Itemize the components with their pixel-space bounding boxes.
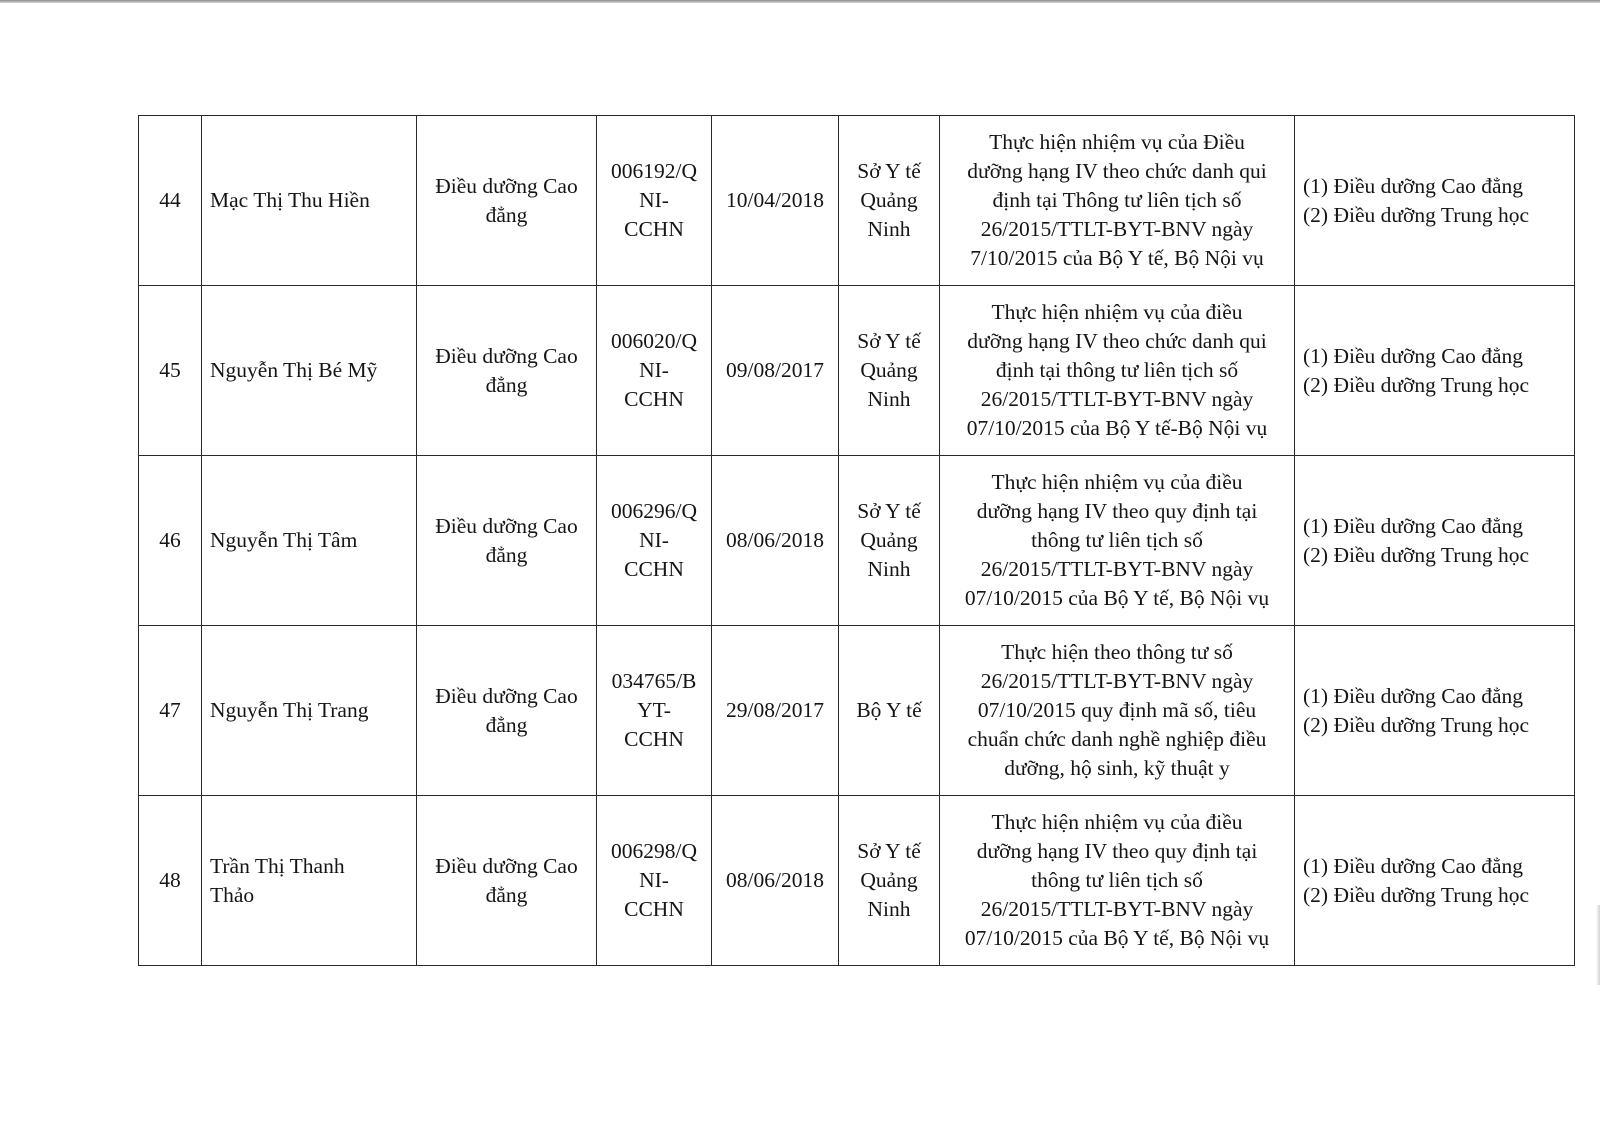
practitioner-name: Trần Thị Thanh Thảo [210, 853, 345, 907]
table-row [139, 456, 1575, 626]
certificate-number: 034765/B YT- CCHN [611, 669, 697, 751]
table-row [139, 796, 1575, 966]
row-number: 48 [139, 796, 202, 966]
table-row [139, 286, 1575, 456]
issue-date: 08/06/2018 [712, 796, 839, 966]
issuing-authority: Sở Y tế Quảng Ninh [857, 159, 921, 241]
scope-of-practice: Thực hiện nhiệm vụ của điều dưỡng hạng IV theo quy định tại thông tư liên tịch số 26/2015/TTLT-BYT-BNV ngày 07/10/2015 của Bộ Y tế, Bộ Nội vụ [964, 810, 1270, 950]
qualification: Điều dưỡng Cao đẳng [435, 343, 578, 397]
issue-date: 29/08/2017 [712, 626, 839, 796]
certificate-number: 006296/Q NI- CCHN [611, 499, 697, 581]
scan-edge-mark [1596, 905, 1600, 985]
row-number: 44 [139, 116, 202, 286]
issue-date: 08/06/2018 [712, 456, 839, 626]
qualification: Điều dưỡng Cao đẳng [435, 513, 578, 567]
notes: (1) Điều dưỡng Cao đẳng (2) Điều dưỡng Trung học [1303, 173, 1530, 227]
notes: (1) Điều dưỡng Cao đẳng (2) Điều dưỡng Trung học [1303, 853, 1530, 907]
scope-of-practice: Thực hiện theo thông tư số 26/2015/TTLT-BYT-BNV ngày 07/10/2015 quy định mã số, tiêu chuẩn chức danh nghề nghiệp điều dưỡng, hộ sinh, kỹ thuật y [967, 640, 1267, 780]
notes: (1) Điều dưỡng Cao đẳng (2) Điều dưỡng Trung học [1303, 343, 1530, 397]
issue-date: 09/08/2017 [712, 286, 839, 456]
practitioner-name: Nguyễn Thị Bé Mỹ [210, 358, 378, 382]
issuing-authority: Sở Y tế Quảng Ninh [857, 839, 921, 921]
scope-of-practice: Thực hiện nhiệm vụ của điều dưỡng hạng IV theo chức danh qui định tại thông tư liên tịch số 26/2015/TTLT-BYT-BNV ngày 07/10/2015 của Bộ Y tế-Bộ Nội vụ [966, 300, 1268, 440]
qualification: Điều dưỡng Cao đẳng [435, 173, 578, 227]
certificate-number: 006298/Q NI- CCHN [611, 839, 697, 921]
practitioner-table [138, 115, 1575, 966]
notes: (1) Điều dưỡng Cao đẳng (2) Điều dưỡng Trung học [1303, 513, 1530, 567]
certificate-number: 006192/Q NI- CCHN [611, 159, 697, 241]
certificate-number: 006020/Q NI- CCHN [611, 329, 697, 411]
qualification: Điều dưỡng Cao đẳng [435, 683, 578, 737]
row-number: 45 [139, 286, 202, 456]
practitioner-name: Mạc Thị Thu Hiền [210, 188, 370, 212]
row-number: 47 [139, 626, 202, 796]
notes: (1) Điều dưỡng Cao đẳng (2) Điều dưỡng Trung học [1303, 683, 1530, 737]
scope-of-practice: Thực hiện nhiệm vụ của điều dưỡng hạng IV theo quy định tại thông tư liên tịch số 26/2015/TTLT-BYT-BNV ngày 07/10/2015 của Bộ Y tế, Bộ Nội vụ [964, 470, 1270, 610]
scope-of-practice: Thực hiện nhiệm vụ của Điều dưỡng hạng IV theo chức danh qui định tại Thông tư liên tịch số 26/2015/TTLT-BYT-BNV ngày 7/10/2015 của Bộ Y tế, Bộ Nội vụ [967, 130, 1267, 270]
qualification: Điều dưỡng Cao đẳng [435, 853, 578, 907]
issuing-authority: Sở Y tế Quảng Ninh [857, 329, 921, 411]
issuing-authority: Sở Y tế Quảng Ninh [857, 499, 921, 581]
table-row [139, 626, 1575, 796]
issue-date: 10/04/2018 [712, 116, 839, 286]
practitioner-name: Nguyễn Thị Tâm [210, 528, 358, 552]
row-number: 46 [139, 456, 202, 626]
scan-top-edge [0, 0, 1600, 3]
table-row [139, 116, 1575, 286]
issuing-authority: Bộ Y tế [856, 698, 922, 722]
practitioner-name: Nguyễn Thị Trang [210, 698, 369, 722]
